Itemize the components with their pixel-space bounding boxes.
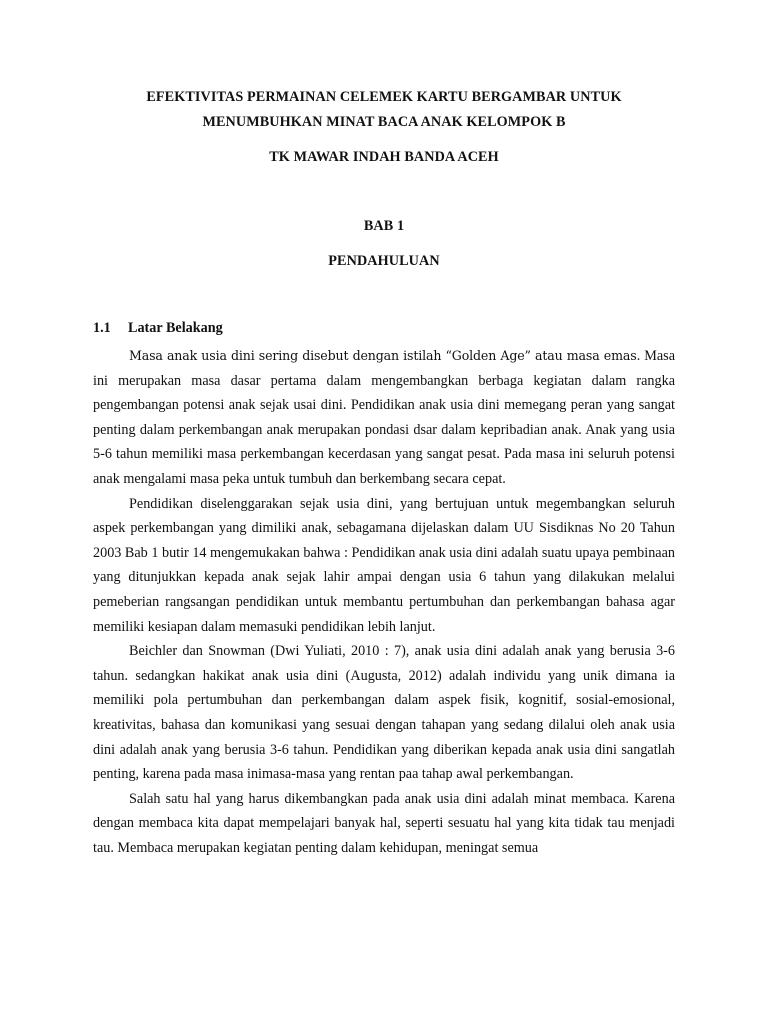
section-heading bbox=[93, 320, 223, 337]
paragraph: Beichler dan Snowman (Dwi Yuliati, 2010 : 7), anak usia dini adalah anak yang berusia 3-6 tahun. sedangkan hakikat anak usia dini (Augusta, 2012) adalah individu yang unik dimana ia memiliki pola pertumbuhan dan perkembangan dalam aspek fisik, kognitif, sosial-emosional, kreativitas, bahasa dan komunikasi yang sesuai dengan tahapan yang sedang dilalui oleh anak usia dini adalah anak yang berusia 3-6 tahun. Pendidikan yang diberikan kepada anak usia dini sangatlah penting, karena pada masa inimasa-masa yang rentan paa tahap awal perkembangan. bbox=[93, 643, 675, 783]
paragraph-lead-sentence: Masa anak usia dini sering disebut dengan istilah “Golden Age” atau masa emas. bbox=[129, 348, 641, 363]
document-title-line-3: TK MAWAR INDAH BANDA ACEH bbox=[269, 149, 499, 165]
paragraph bbox=[93, 344, 675, 492]
paragraph: Salah satu hal yang harus dikembangkan pada anak usia dini adalah minat membaca. Karena dengan membaca kita dapat mempelajari banyak hal, seperti sesuatu hal yang kita tidak tau menjadi tau. Membaca merupakan kegiatan penting dalam kehidupan, meningat semua bbox=[93, 790, 675, 856]
document-title-line-1: EFEKTIVITAS PERMAINAN CELEMEK KARTU BERGAMBAR UNTUK bbox=[146, 89, 622, 105]
paragraph: Pendidikan diselenggarakan sejak usia dini, yang bertujuan untuk megembangkan seluruh aspek perkembangan yang dimiliki anak, sebagamana dijelaskan dalam UU Sisdiknas No 20 Tahun 2003 Bab 1 butir 14 mengemukakan bahwa : Pendidikan anak usia dini adalah suatu upaya pembinaan yang ditunjukkan kepada anak sejak lahir ampai dengan usia 6 tahun yang dilakukan melalui pemeberian rangsangan pendidikan untuk membantu pertumbuhan dan perkembangan bahasa agar memiliki kesiapan dalam memasuki pendidikan lebih lanjut. bbox=[93, 495, 675, 635]
chapter-number: BAB 1 bbox=[363, 218, 405, 234]
paragraph-text: Masa ini merupakan masa dasar pertama dalam mengembangkan berbaga kegiatan dalam rangka pengembangan potensi anak sejak usai dini. Pendidikan anak usia dini memegang peran yang sangat penting dalam perkembangan anak merupakan pondasi dsar dalam kepribadian anak. Anak yang usia 5-6 tahun memiliki masa perkembangan kecerdasan yang sangat pesat. Pada masa ini seluruh potensi anak mengalami masa peka untuk tumbuh dan berkembang secara cepat. bbox=[93, 348, 675, 487]
body-text bbox=[93, 344, 675, 860]
chapter-title: PENDAHULUAN bbox=[328, 253, 440, 269]
section-number: 1.1 bbox=[93, 320, 111, 336]
document-title-line-2: MENUMBUHKAN MINAT BACA ANAK KELOMPOK B bbox=[202, 114, 566, 130]
section-title: Latar Belakang bbox=[128, 320, 223, 336]
